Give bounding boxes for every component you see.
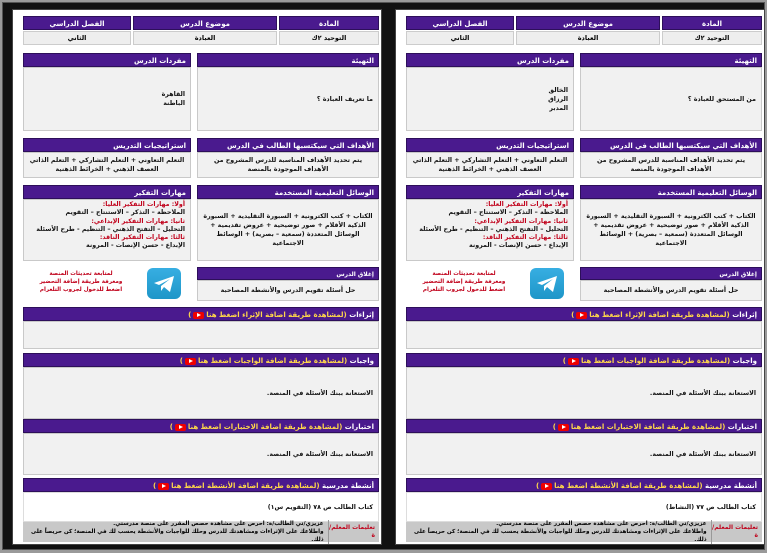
tests-link[interactable]: (لمشاهدة طريقة اضافة الاختبارات اضغط هنا <box>570 423 726 431</box>
enrichment-link[interactable]: (لمشاهدة طريقة اضافة الإثراء اضغط هنا <box>589 311 730 319</box>
tests-title: اختبارات <box>344 423 374 431</box>
warmup-header: التهيئة <box>580 53 762 67</box>
thinking-title-1: أولا: مهارات التفكير العليا: <box>102 201 185 208</box>
homework-link-close: ) <box>179 357 183 365</box>
thinking-text-3: الإبداع - حسن الإنصات - المرونة <box>86 242 185 250</box>
homework-text: الاستعانة ببنك الأسئلة في المنصة. <box>266 389 373 397</box>
telegram-promo-line-2: ومعرفة طريقة إضافة التحضير <box>422 279 506 285</box>
tests-link[interactable]: (لمشاهدة طريقة اضافة الاختبارات اضغط هنا <box>187 423 343 431</box>
homework-box <box>406 367 762 419</box>
vocab-item: المدبر <box>549 104 568 112</box>
teacher-notes-label: تعليمات المعلم/ة <box>329 524 375 539</box>
activities-header <box>406 478 762 492</box>
subject-value: التوحيد ٢ك <box>662 31 762 45</box>
teacher-notes-line-2: واطلاعك على الإثراءات ومشاهدتك للدرس وحلك للواجبات والأنشطة يحسب لك في المنصة؛ كن حريصاً على ذلك. <box>31 529 324 543</box>
youtube-icon[interactable] <box>185 358 196 365</box>
enrichment-link-close: ) <box>188 311 192 319</box>
enrichment-box <box>406 321 762 349</box>
activities-link-close: ) <box>152 482 157 490</box>
telegram-icon[interactable] <box>530 268 564 299</box>
thinking-text-2: التحليل – التفتح الذهني – التنظيم - طرح الأسئلة <box>36 225 185 233</box>
objectives-box <box>580 152 762 178</box>
thinking-text-1: الملاحظة – التذكر – الاستنتاج – التقويم <box>65 209 185 217</box>
tests-link-close: ) <box>552 423 556 431</box>
semester-value: الثاني <box>406 31 514 45</box>
activities-link[interactable]: (لمشاهدة طريقة اضافة الأنشطة اضغط هنا <box>171 482 320 490</box>
warmup-box <box>580 67 762 131</box>
teacher-notes <box>23 522 379 542</box>
homework-title: واجبات <box>349 357 374 365</box>
document-frame <box>2 2 765 550</box>
youtube-icon[interactable] <box>193 312 204 319</box>
thinking-text-3: الإبداع - حسن الإنصات - المرونة <box>469 242 568 250</box>
tests-header <box>406 419 762 433</box>
topic-value: العبادة <box>516 31 660 45</box>
teacher-notes-line-1: عزيزي/تي الطالب/ة: احرص على مشاهدة حصص المقرر على منصة مدرستي. <box>496 521 707 527</box>
telegram-promo-line-1: لمتابعة تحديثات المنصة <box>49 271 113 277</box>
topic-header: موضوع الدرس <box>516 16 660 30</box>
activities-title: أنشطة مدرسية <box>704 482 757 490</box>
subject-header: المادة <box>279 16 379 30</box>
strategies-header: استراتيجيات التدريس <box>406 138 574 152</box>
aids-text: الكتاب + كتب الكترونية + السبورة التقليدية + السبورة الذكية الأقلام + صور توضيحية + عروض تقديمية + الوسائل المتعددة (سمعية – بصرية) + الوسائط الاجتماعية <box>203 213 373 247</box>
enrichment-header <box>23 307 379 321</box>
activities-text: كتاب الطالب ص ٧٧ (النشاط) <box>665 503 756 511</box>
semester-header: الفصل الدراسي <box>406 16 514 30</box>
objectives-text: يتم تحديد الأهداف المناسبة للدرس المشروح من الأهداف الموجودة بالمنصة <box>596 157 746 173</box>
homework-link[interactable]: (لمشاهدة طريقة اضافة الواجبات اضغط هنا <box>197 357 348 365</box>
subject-header: المادة <box>662 16 762 30</box>
thinking-box <box>23 199 191 261</box>
homework-text: الاستعانة ببنك الأسئلة في المنصة. <box>649 389 756 397</box>
semester-value: الثاني <box>23 31 131 45</box>
closing-box <box>580 280 762 301</box>
closing-header: إغلاق الدرس <box>197 267 379 280</box>
telegram-promo-line-2: ومعرفة طريقة إضافة التحضير <box>39 279 123 285</box>
youtube-icon[interactable] <box>558 424 569 431</box>
strategies-text: التعلم التعاوني + التعلم التشاركي + التعلم الذاتي العصف الذهني + الخرائط الذهنية <box>29 157 185 173</box>
topic-header: موضوع الدرس <box>133 16 277 30</box>
vocab-list <box>548 86 568 113</box>
objectives-header: الأهداف التي سيكتسبها الطالب في الدرس <box>197 138 379 152</box>
vocab-item: الرزاق <box>548 95 568 103</box>
enrichment-title: إثراءات <box>349 311 374 319</box>
youtube-icon[interactable] <box>158 483 169 490</box>
activities-title: أنشطة مدرسية <box>321 482 374 490</box>
telegram-promo[interactable] <box>26 270 136 294</box>
tests-header <box>23 419 379 433</box>
activities-header <box>23 478 379 492</box>
vocab-box <box>23 67 191 131</box>
aids-box <box>197 199 379 261</box>
closing-text: حل أسئلة تقويم الدرس والأنشطة المصاحبة <box>220 287 356 294</box>
enrichment-link-close: ) <box>571 311 575 319</box>
tests-text: الاستعانة ببنك الأسئلة في المنصة. <box>649 450 756 458</box>
homework-header <box>406 353 762 367</box>
activities-link[interactable]: (لمشاهدة طريقة اضافة الأنشطة اضغط هنا <box>554 482 703 490</box>
warmup-header: التهيئة <box>197 53 379 67</box>
homework-title: واجبات <box>732 357 757 365</box>
warmup-text: ما تعريف العبادة ؟ <box>316 95 373 103</box>
thinking-title-2: ثانيا: مهارات التفكير الإبداعي: <box>474 217 568 225</box>
telegram-promo-line-3: اضغط للدخول لجروب التلغرام <box>422 287 506 293</box>
thinking-title-3: ثالثا: مهارات التفكير الناقد: <box>482 234 568 242</box>
tests-link-close: ) <box>169 423 173 431</box>
tests-box <box>406 433 762 475</box>
semester-header: الفصل الدراسي <box>23 16 131 30</box>
youtube-icon[interactable] <box>541 483 552 490</box>
activities-link-close: ) <box>535 482 540 490</box>
vocab-list <box>162 90 185 108</box>
thinking-text-2: التحليل – التفتح الذهني – التنظيم - طرح الأسئلة <box>419 225 568 233</box>
lesson-plan-page <box>395 9 765 545</box>
telegram-promo[interactable] <box>409 270 519 294</box>
homework-link-close: ) <box>562 357 566 365</box>
warmup-box <box>197 67 379 131</box>
lesson-plan-page <box>12 9 382 545</box>
thinking-title-1: أولا: مهارات التفكير العليا: <box>485 201 568 208</box>
thinking-title-2: ثانيا: مهارات التفكير الإبداعي: <box>91 217 185 225</box>
tests-title: اختبارات <box>727 423 757 431</box>
activities-box <box>406 492 762 522</box>
closing-box <box>197 280 379 301</box>
youtube-icon[interactable] <box>175 424 186 431</box>
vocab-header: مفردات الدرس <box>406 53 574 67</box>
enrichment-link[interactable]: (لمشاهدة طريقة اضافة الإثراء اضغط هنا <box>206 311 347 319</box>
telegram-icon[interactable] <box>147 268 181 299</box>
strategies-text: التعلم التعاوني + التعلم التشاركي + التعلم الذاتي العصف الذهني + الخرائط الذهنية <box>412 157 568 173</box>
closing-header: إغلاق الدرس <box>580 267 762 280</box>
activities-text: كتاب الطالب ص ٧٨ (التقويم س١) <box>267 503 373 511</box>
aids-box <box>580 199 762 261</box>
objectives-header: الأهداف التي سيكتسبها الطالب في الدرس <box>580 138 762 152</box>
teacher-notes-label: تعليمات المعلم/ة <box>712 524 758 539</box>
closing-text: حل أسئلة تقويم الدرس والأنشطة المصاحبة <box>603 287 739 294</box>
strategies-box <box>406 152 574 178</box>
aids-header: الوسائل التعليمية المستخدمة <box>580 185 762 199</box>
thinking-header: مهارات التفكير <box>406 185 574 199</box>
warmup-text: من المستحق للعبادة ؟ <box>687 95 756 103</box>
activities-box <box>23 492 379 522</box>
objectives-text: يتم تحديد الأهداف المناسبة للدرس المشروح من الأهداف الموجودة بالمنصة <box>213 157 363 173</box>
thinking-text-1: الملاحظة – التذكر – الاستنتاج – التقويم <box>448 209 568 217</box>
telegram-promo-line-3: اضغط للدخول لجروب التلغرام <box>39 287 123 293</box>
vocab-box <box>406 67 574 131</box>
topic-value: العبادة <box>133 31 277 45</box>
tests-text: الاستعانة ببنك الأسئلة في المنصة. <box>266 450 373 458</box>
homework-header <box>23 353 379 367</box>
thinking-title-3: ثالثا: مهارات التفكير الناقد: <box>99 234 185 242</box>
aids-header: الوسائل التعليمية المستخدمة <box>197 185 379 199</box>
vocab-item: القاهرة <box>161 91 185 98</box>
vocab-item: الباطنة <box>163 100 185 107</box>
telegram-promo-line-1: لمتابعة تحديثات المنصة <box>432 271 496 277</box>
strategies-header: استراتيجيات التدريس <box>23 138 191 152</box>
thinking-header: مهارات التفكير <box>23 185 191 199</box>
enrichment-title: إثراءات <box>732 311 757 319</box>
objectives-box <box>197 152 379 178</box>
enrichment-header <box>406 307 762 321</box>
enrichment-box <box>23 321 379 349</box>
youtube-icon[interactable] <box>576 312 587 319</box>
subject-value: التوحيد ٢ك <box>279 31 379 45</box>
teacher-notes-line-2: واطلاعك على الإثراءات ومشاهدتك للدرس وحلك للواجبات والأنشطة يحسب لك في المنصة؛ كن حريصاً على ذلك. <box>414 529 707 543</box>
homework-box <box>23 367 379 419</box>
thinking-box <box>406 199 574 261</box>
teacher-notes-line-1: عزيزي/تي الطالب/ة: احرص على مشاهدة حصص المقرر على منصة مدرستي. <box>113 521 324 527</box>
teacher-notes <box>406 522 762 542</box>
aids-text: الكتاب + كتب الكترونية + السبورة التقليدية + السبورة الذكية الأقلام + صور توضيحية + عروض تقديمية + الوسائل المتعددة (سمعية – بصرية) + الوسائط الاجتماعية <box>586 213 756 247</box>
strategies-box <box>23 152 191 178</box>
vocab-header: مفردات الدرس <box>23 53 191 67</box>
youtube-icon[interactable] <box>568 358 579 365</box>
tests-box <box>23 433 379 475</box>
vocab-item: الخالق <box>548 86 568 94</box>
homework-link[interactable]: (لمشاهدة طريقة اضافة الواجبات اضغط هنا <box>580 357 731 365</box>
